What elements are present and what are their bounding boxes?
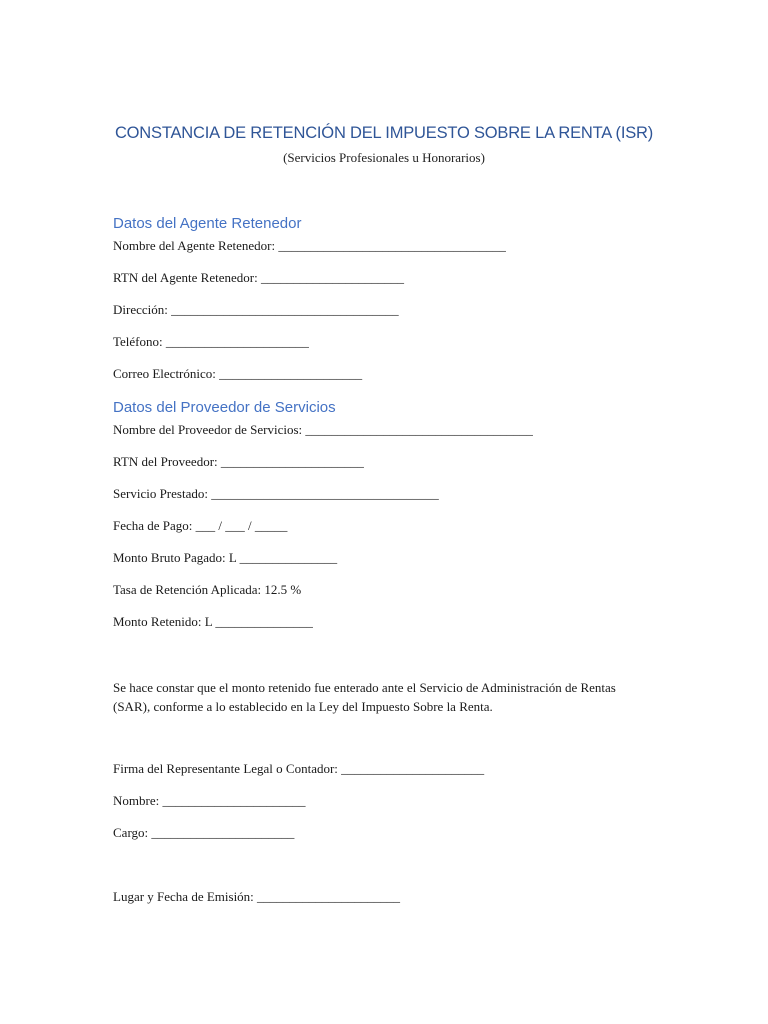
servicio-prestado-field: Servicio Prestado: ___________________________________	[113, 486, 439, 501]
agente-direccion-field: Dirección: ___________________________________	[113, 302, 399, 317]
declaracion-paragraph: Se hace constar que el monto retenido fue enterado ante el Servicio de Administración de Rentas (SAR), conforme a lo establecido en la Ley del Impuesto Sobre la Renta.	[113, 680, 616, 714]
firma-cargo-field: Cargo: ______________________	[113, 825, 295, 840]
document-subtitle: (Servicios Profesionales u Honorarios)	[283, 150, 485, 165]
proveedor-rtn-field: RTN del Proveedor: ______________________	[113, 454, 364, 469]
firma-field: Firma del Representante Legal o Contador: ______________________	[113, 761, 485, 776]
fecha-pago-field: Fecha de Pago: ___ / ___ / _____	[113, 518, 288, 533]
agente-correo-field: Correo Electrónico: ______________________	[113, 366, 363, 381]
monto-bruto-field: Monto Bruto Pagado: L _______________	[113, 550, 338, 565]
agente-nombre-field: Nombre del Agente Retenedor: ___________________________________	[113, 238, 506, 253]
proveedor-nombre-field: Nombre del Proveedor de Servicios: ___________________________________	[113, 422, 533, 437]
agente-telefono-field: Teléfono: ______________________	[113, 334, 309, 349]
agente-heading: Datos del Agente Retenedor	[113, 215, 302, 232]
monto-retenido-field: Monto Retenido: L _______________	[113, 614, 313, 629]
document-title: CONSTANCIA DE RETENCIÓN DEL IMPUESTO SOBRE LA RENTA (ISR)	[114, 124, 654, 142]
proveedor-heading: Datos del Proveedor de Servicios	[113, 399, 336, 416]
tasa-retencion-field: Tasa de Retención Aplicada: 12.5 %	[113, 582, 302, 597]
agente-rtn-field: RTN del Agente Retenedor: ______________________	[113, 270, 404, 285]
firma-nombre-field: Nombre: ______________________	[113, 793, 306, 808]
lugar-fecha-emision-field: Lugar y Fecha de Emisión: ______________________	[113, 889, 401, 904]
